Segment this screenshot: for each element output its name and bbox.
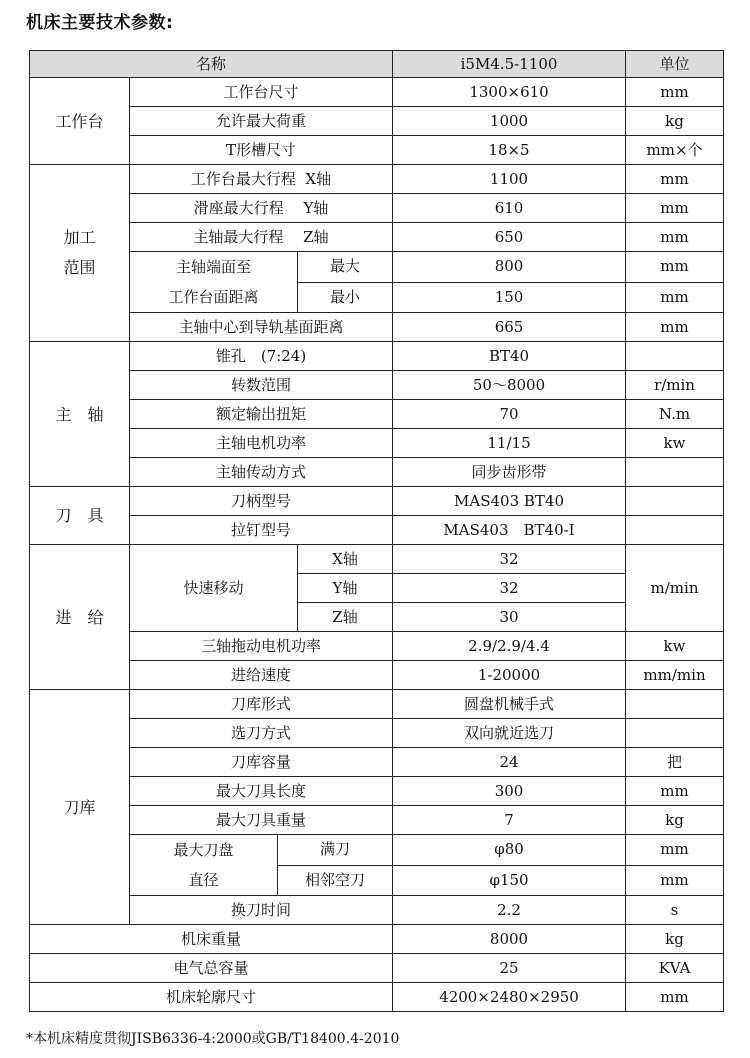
table-row [30,107,724,136]
row-value: 70 [393,400,626,429]
row-unit: kg [626,107,724,136]
row-name: 主轴传动方式 [130,458,393,487]
row-unit: mm [626,777,724,806]
row-value: 665 [393,313,626,342]
row-name: 刀库容量 [130,748,393,777]
row-value: 11/15 [393,429,626,458]
row-unit [626,487,724,516]
row-name: 最大 [298,252,393,283]
row-name: 相邻空刀 [278,865,393,896]
header-row [30,51,724,78]
table-row [30,342,724,371]
table-row [30,78,724,107]
row-value: 50～8000 [393,371,626,400]
row-unit: KVA [626,954,724,983]
row-name: 主轴中心到导轨基面距离 [130,313,393,342]
row-value: 同步齿形带 [393,458,626,487]
row-unit: mm [626,865,724,896]
row-unit: mm [626,194,724,223]
row-name: 转数范围 [130,371,393,400]
row-value: 1300×610 [393,78,626,107]
header-model: i5M4.5-1100 [393,51,626,78]
table-row [30,690,724,719]
row-unit: s [626,896,724,925]
group-magazine: 刀库 [30,690,130,925]
row-unit: mm [626,223,724,252]
row-name: X轴 [298,545,393,574]
group-spindle: 主 轴 [30,342,130,487]
row-unit [626,690,724,719]
row-name: 最大刀具长度 [130,777,393,806]
row-value: 150 [393,282,626,313]
row-value: 1-20000 [393,661,626,690]
row-value: 圆盘机械手式 [393,690,626,719]
row-name: 机床轮廓尺寸 [30,983,393,1012]
group-feed: 进 给 [30,545,130,690]
table-row [30,896,724,925]
row-value: 32 [393,545,626,574]
row-value: 4200×2480×2950 [393,983,626,1012]
rapid-label: 快速移动 [130,545,298,632]
row-unit: mm [626,252,724,283]
row-value: 300 [393,777,626,806]
table-row [30,777,724,806]
row-name: 选刀方式 [130,719,393,748]
row-value: 24 [393,748,626,777]
spec-table [29,50,724,1012]
row-name: 主轴电机功率 [130,429,393,458]
row-unit: mm [626,165,724,194]
row-value: 双向就近选刀 [393,719,626,748]
row-name: 最小 [298,282,393,313]
row-name: 三轴拖动电机功率 [130,632,393,661]
row-unit: kw [626,429,724,458]
table-row [30,136,724,165]
row-value: 1000 [393,107,626,136]
table-row [30,223,724,252]
footnote: *本机床精度贯彻JISB6336-4:2000或GB/T18400.4-2010 [26,1031,400,1047]
row-value: 650 [393,223,626,252]
table-row [30,632,724,661]
row-value: BT40 [393,342,626,371]
row-name: 机床重量 [30,925,393,954]
row-value: 800 [393,252,626,283]
header-unit: 单位 [626,51,724,78]
row-value: 7 [393,806,626,835]
row-unit: kg [626,806,724,835]
group-range: 加工 范围 [30,165,130,342]
table-row [30,313,724,342]
page-title: 机床主要技术参数: [26,13,174,33]
row-unit [626,458,724,487]
row-value: 2.9/2.9/4.4 [393,632,626,661]
table-row [30,925,724,954]
row-name: 换刀时间 [130,896,393,925]
row-unit [626,342,724,371]
row-name: 锥孔 (7:24) [130,342,393,371]
row-unit: mm/min [626,661,724,690]
row-unit: kw [626,632,724,661]
row-value: φ80 [393,835,626,866]
group-worktable: 工作台 [30,78,130,165]
row-unit: mm [626,313,724,342]
row-name: 电气总容量 [30,954,393,983]
disc-label: 最大刀盘 直径 [130,835,278,896]
header-name: 名称 [30,51,393,78]
table-row [30,371,724,400]
table-row [30,252,724,283]
row-unit: mm [626,78,724,107]
table-row [30,748,724,777]
row-name: 拉钉型号 [130,516,393,545]
group-tool: 刀 具 [30,487,130,545]
row-name: 刀柄型号 [130,487,393,516]
table-row [30,487,724,516]
rapid-unit: m/min [626,545,724,632]
row-name: T形槽尺寸 [130,136,393,165]
table-row [30,983,724,1012]
row-value: 32 [393,574,626,603]
row-unit: r/min [626,371,724,400]
row-value: 25 [393,954,626,983]
table-row [30,835,724,866]
row-name: Y轴 [298,574,393,603]
row-name: Z轴 [298,603,393,632]
row-name: 进给速度 [130,661,393,690]
row-unit [626,719,724,748]
row-value: 1100 [393,165,626,194]
row-value: MAS403 BT40-I [393,516,626,545]
table-row [30,400,724,429]
row-unit: 把 [626,748,724,777]
table-row [30,429,724,458]
row-unit: mm×个 [626,136,724,165]
row-unit: N.m [626,400,724,429]
row-name: 满刀 [278,835,393,866]
table-row [30,194,724,223]
row-unit: mm [626,983,724,1012]
table-row [30,516,724,545]
row-value: 2.2 [393,896,626,925]
row-name: 最大刀具重量 [130,806,393,835]
row-value: 8000 [393,925,626,954]
row-unit [626,516,724,545]
table-row [30,719,724,748]
row-name: 工作台最大行程 X轴 [130,165,393,194]
row-value: 610 [393,194,626,223]
row-unit: mm [626,282,724,313]
row-name: 额定输出扭矩 [130,400,393,429]
row-name: 允许最大荷重 [130,107,393,136]
table-row [30,954,724,983]
row-value: 30 [393,603,626,632]
row-value: MAS403 BT40 [393,487,626,516]
row-name: 刀库形式 [130,690,393,719]
row-unit: mm [626,835,724,866]
row-name: 工作台尺寸 [130,78,393,107]
table-row [30,661,724,690]
nose-label: 主轴端面至 工作台面距离 [130,252,298,313]
row-name: 主轴最大行程 Z轴 [130,223,393,252]
row-value: φ150 [393,865,626,896]
table-row [30,458,724,487]
row-value: 18×5 [393,136,626,165]
table-row [30,165,724,194]
table-row [30,545,724,574]
table-row [30,806,724,835]
row-name: 滑座最大行程 Y轴 [130,194,393,223]
row-unit: kg [626,925,724,954]
